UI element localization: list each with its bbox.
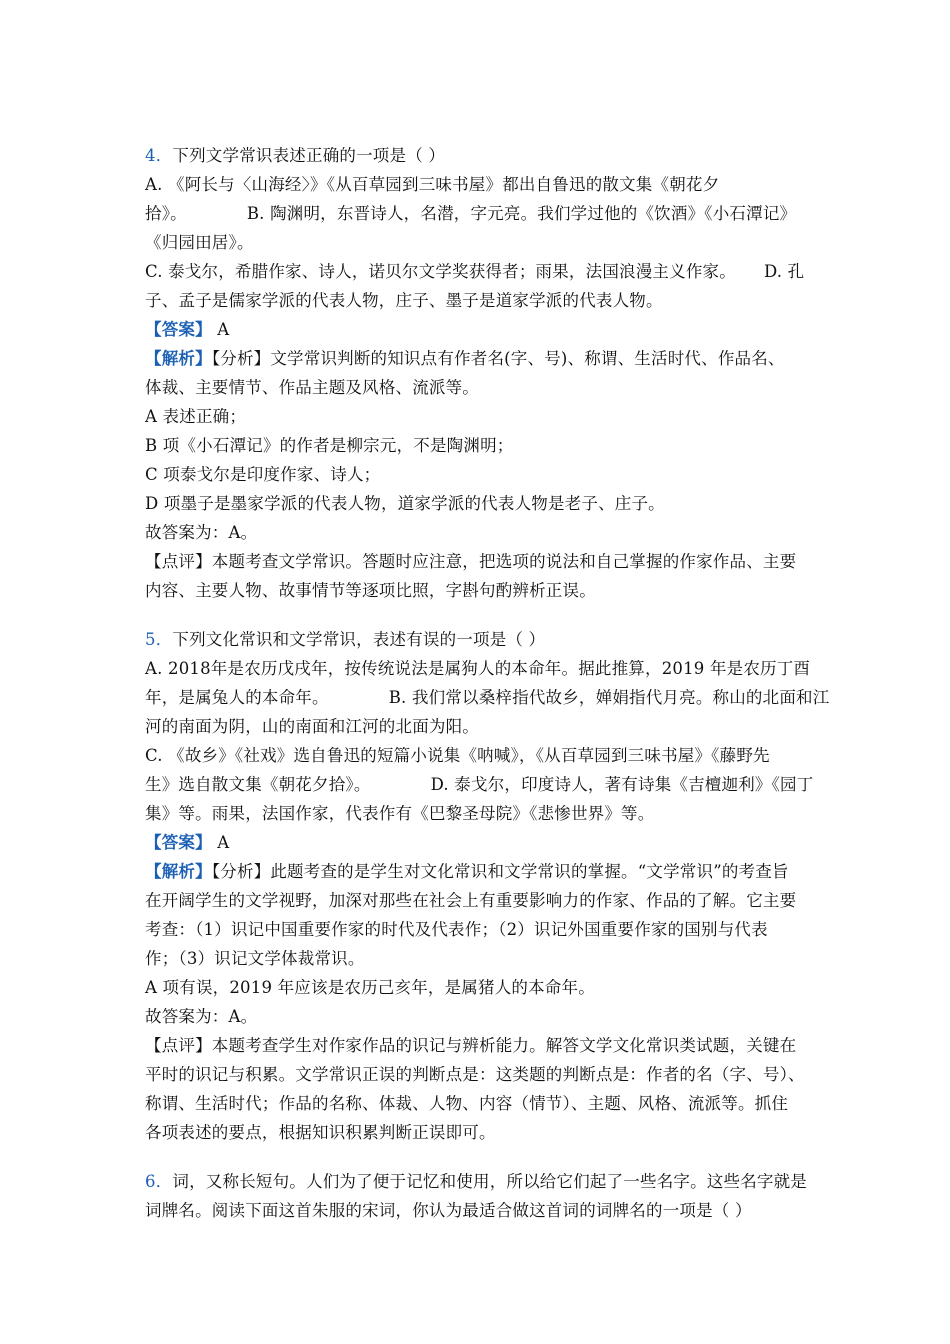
q4-analysis-3: A 表述正确；: [145, 407, 247, 426]
q5-option-a-cont: 年，是属兔人的本命年。: [145, 688, 329, 707]
q5-answer-value: A: [217, 833, 230, 852]
q5-analysis: [145, 861, 815, 883]
q4-option-a: A. 《阿长与〈山海经〉》《从百草园到三味书屋》都出自鲁迅的散文集《朝花夕: [145, 175, 720, 194]
q5-option-b: B. 我们常以桑梓指代故乡，婵娟指代月亮。称山的北面和江: [388, 688, 830, 707]
q5-analysis-1: 【分析】此题考查的是学生对文化常识和文学常识的掌握。“文学常识”的考查旨: [211, 862, 789, 881]
q4-option-d: D. 孔: [763, 262, 805, 281]
q4-stem-text: 下列文学常识表述正确的一项是（ ）: [172, 146, 446, 165]
q6-stem-2: 词牌名。阅读下面这首朱服的宋词，你认为最适合做这首词的词牌名的一项是（ ）: [145, 1201, 752, 1220]
q4-option-d-cont: 子、孟子是儒家学派的代表人物，庄子、墨子是道家学派的代表人物。: [145, 291, 663, 310]
q4-stem: [145, 145, 815, 167]
q5-conclusion: 故答案为：A。: [145, 1007, 258, 1026]
q5-option-b-cont: 河的南面为阴，山的南面和江河的北面为阳。: [145, 717, 479, 736]
q4-analysis-6: D 项墨子是墨家学派的代表人物，道家学派的代表人物是老子、庄子。: [145, 494, 665, 513]
q5-option-c: C. 《故乡》《社戏》选自鲁迅的短篇小说集《呐喊》，《从百草园到三味书屋》《藤野先: [145, 746, 770, 765]
q4-option-c-d: [145, 261, 815, 283]
q5-comment-3: 称谓、生活时代；作品的名称、体裁、人物、内容（情节）、主题、风格、流派等。抓住: [145, 1094, 789, 1113]
q5-analysis-4: 作；（3）识记文学体裁常识。: [145, 949, 365, 968]
q5-comment-2: 平时的识记与积累。文学常识正误的判断点是：这类题的判断点是：作者的名（字、号）、: [145, 1065, 805, 1084]
q5-analysis-tag: 【解析】: [145, 862, 212, 881]
q4-analysis-tag: 【解析】: [145, 349, 212, 368]
q4-analysis-2: 体裁、主要情节、作品主题及风格、流派等。: [145, 378, 479, 397]
q4-comment-2: 内容、主要人物、故事情节等逐项比照，字斟句酌辨析正误。: [145, 581, 596, 600]
q4-option-b: B. 陶渊明，东晋诗人，名潜，字元亮。我们学过他的《饮酒》《小石潭记》: [246, 204, 797, 223]
q5-analysis-5: A 项有误，2019 年应该是农历己亥年，是属猪人的本命年。: [145, 978, 595, 997]
q5-option-d: D. 泰戈尔，印度诗人，著有诗集《吉檀迦利》《园丁: [430, 775, 814, 794]
q5-answer: [145, 832, 815, 854]
q4-analysis-5: C 项泰戈尔是印度作家、诗人；: [145, 465, 381, 484]
q5-analysis-3: 考查：（1）识记中国重要作家的时代及代表作；（2）识记外国重要作家的国别与代表: [145, 920, 768, 939]
q5-option-c-cont: 生》选自散文集《朝花夕拾》。: [145, 775, 371, 794]
q5-option-d-cont: 集》等。雨果，法国作家，代表作有《巴黎圣母院》《悲惨世界》等。: [145, 804, 655, 823]
q5-comment-4: 各项表述的要点，根据知识积累判断正误即可。: [145, 1123, 496, 1142]
q4-analysis-1: 【分析】文学常识判断的知识点有作者名(字、号)、称谓、生活时代、作品名、: [211, 349, 785, 368]
q4-answer-tag: 【答案】: [145, 320, 212, 339]
q5-option-a-b: [145, 687, 830, 709]
q4-number: 4．: [145, 146, 173, 165]
q5-answer-tag: 【答案】: [145, 833, 212, 852]
q4-option-b-cont: 《归园田居》。: [145, 233, 254, 252]
q5-stem-text: 下列文化常识和文学常识，表述有误的一项是（ ）: [172, 630, 546, 649]
q4-option-a-b: [145, 203, 815, 225]
q6-stem: [145, 1171, 815, 1193]
q5-option-a: A. 2018年是农历戊戌年，按传统说法是属狗人的本命年。据此推算，2019 年是农历丁酉: [145, 659, 811, 678]
q4-comment-1: 【点评】本题考查文学常识。答题时应注意，把选项的说法和自己掌握的作家作品、主要: [145, 552, 797, 571]
q4-option-c: C. 泰戈尔，希腊作家、诗人，诺贝尔文学奖获得者；雨果，法国浪漫主义作家。: [145, 262, 736, 281]
q6-number: 6．: [145, 1172, 173, 1191]
q5-comment-1: 【点评】本题考查学生对作家作品的识记与辨析能力。解答文学文化常识类试题，关键在: [145, 1036, 797, 1055]
q5-stem: [145, 629, 815, 651]
q6-stem-1: 词，又称长短句。人们为了便于记忆和使用，所以给它们起了一些名字。这些名字就是: [172, 1172, 808, 1191]
q4-option-a-cont: 拾》。: [145, 204, 187, 223]
q5-analysis-2: 在开阔学生的文学视野，加深对那些在社会上有重要影响力的作家、作品的了解。它主要: [145, 891, 797, 910]
q4-analysis: [145, 348, 815, 370]
q4-answer-value: A: [217, 320, 230, 339]
q4-analysis-4: B 项《小石潭记》的作者是柳宗元，不是陶渊明；: [145, 436, 514, 455]
q5-option-c-d: [145, 774, 815, 796]
q5-number: 5．: [145, 630, 173, 649]
q4-answer: [145, 319, 815, 341]
q4-conclusion: 故答案为：A。: [145, 523, 258, 542]
